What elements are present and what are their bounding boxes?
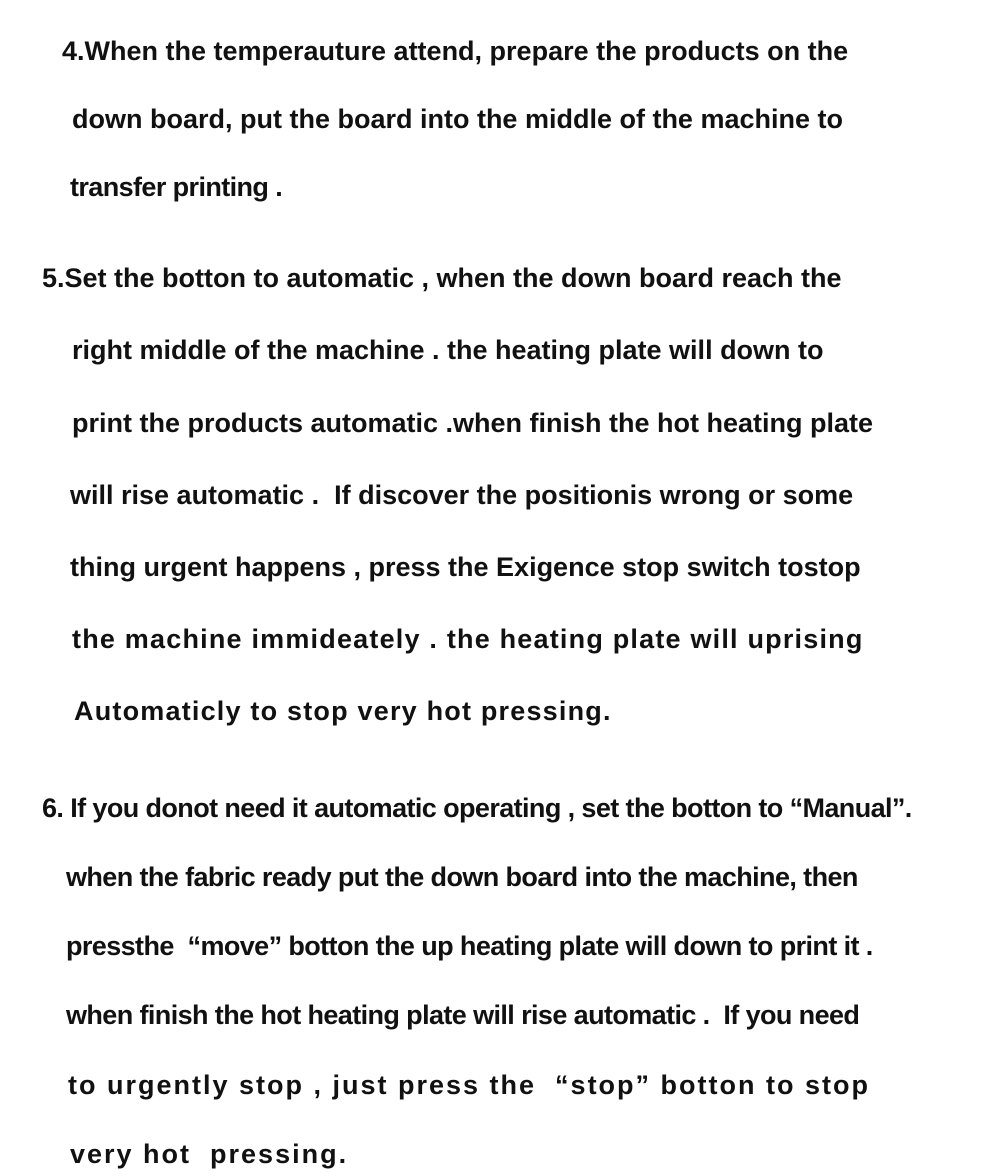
step-5-line-3: print the products automatic .when finish the hot heating plate	[72, 408, 874, 438]
step-5-line-2: right middle of the machine . the heating plate will down to	[72, 335, 824, 365]
step-5-line-7: Automaticly to stop very hot pressing.	[74, 696, 612, 726]
step-4-line-1: 4.When the temperauture attend, prepare the products on the	[62, 36, 849, 66]
step-6-line-4: when finish the hot heating plate will rise automatic . If you need	[66, 1000, 860, 1030]
step-4-line-3: transfer printing .	[70, 172, 283, 202]
step-6-line-3: pressthe “move” botton the up heating plate will down to print it .	[66, 931, 873, 961]
step-5-line-1: 5.Set the botton to automatic , when the down board reach the	[42, 263, 842, 293]
step-6-line-5: to urgently stop , just press the “stop” botton to stop	[68, 1070, 870, 1100]
step-6-line-2: when the fabric ready put the down board into the machine, then	[66, 862, 858, 892]
step-5-line-6: the machine immideately . the heating plate will uprising	[72, 624, 864, 654]
step-5-line-5: thing urgent happens , press the Exigence stop switch tostop	[70, 552, 861, 582]
step-5-line-4: will rise automatic . If discover the positionis wrong or some	[70, 480, 854, 510]
step-6-line-1: 6. If you donot need it automatic operating , set the botton to “Manual”.	[42, 793, 912, 823]
step-4-line-2: down board, put the board into the middle of the machine to	[72, 104, 843, 134]
step-6-line-6: very hot pressing.	[70, 1139, 349, 1169]
